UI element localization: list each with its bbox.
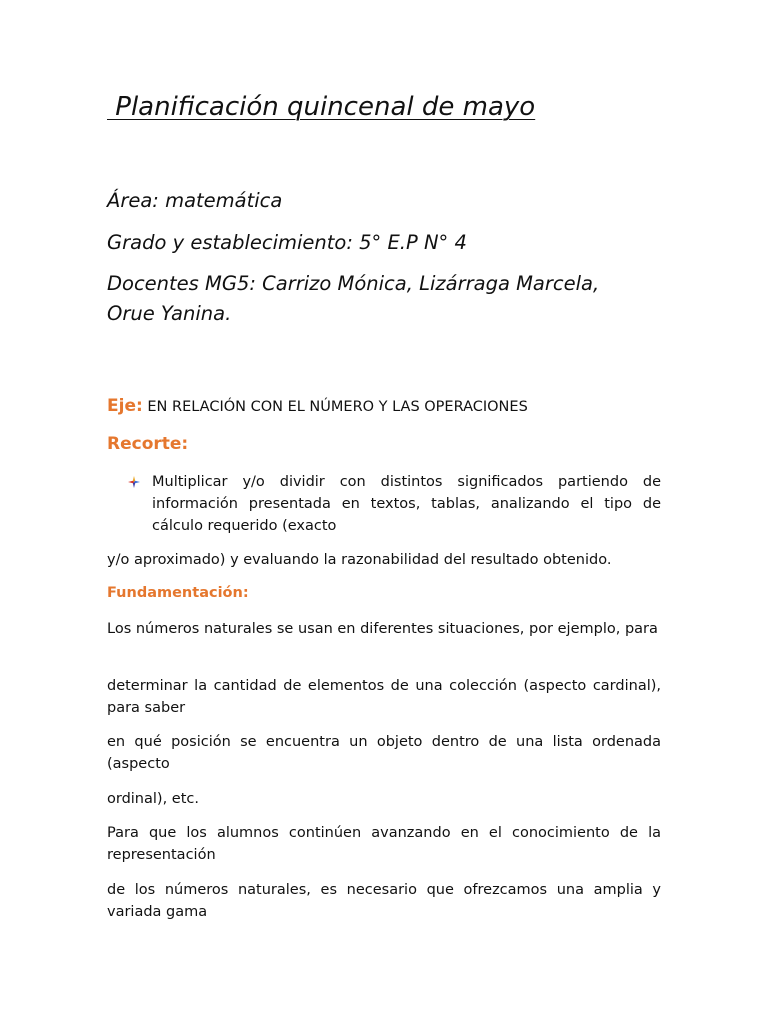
docentes-line-2: Orue Yanina. <box>107 302 232 325</box>
fundamentacion-heading: Fundamentación: <box>107 585 249 601</box>
paragraph: Los números naturales se usan en diferentes situaciones, por ejemplo, para <box>107 621 658 637</box>
recorte-list-item <box>127 471 661 537</box>
recorte-item-text: Multiplicar y/o dividir con distintos significados partiendo de información presentada en textos, tablas, analizando el tipo de cálculo requerido (exacto <box>152 474 661 534</box>
paragraph: de los números naturales, es necesario que ofrezcamos una amplia y variada gama <box>107 882 661 920</box>
recorte-heading: Recorte: <box>107 434 189 454</box>
area-line: Área: matemática <box>107 189 283 212</box>
page-title: Planificación quincenal de mayo <box>107 92 536 122</box>
eje-line <box>107 396 528 416</box>
eje-label: Eje: <box>107 396 143 416</box>
paragraph: ordinal), etc. <box>107 791 199 807</box>
paragraph: determinar la cantidad de elementos de una colección (aspecto cardinal), para saber <box>107 678 661 716</box>
recorte-continuation: y/o aproximado) y evaluando la razonabilidad del resultado obtenido. <box>107 552 612 568</box>
four-color-star-bullet-icon <box>127 475 141 489</box>
docentes-line-1: Docentes MG5: Carrizo Mónica, Lizárraga Marcela, <box>107 272 600 295</box>
paragraph: Para que los alumnos continúen avanzando en el conocimiento de la representación <box>107 825 661 863</box>
paragraph: en qué posición se encuentra un objeto dentro de una lista ordenada (aspecto <box>107 734 661 772</box>
eje-text: EN RELACIÓN CON EL NÚMERO Y LAS OPERACIONES <box>142 399 528 415</box>
grado-line: Grado y establecimiento: 5° E.P N° 4 <box>107 231 467 254</box>
